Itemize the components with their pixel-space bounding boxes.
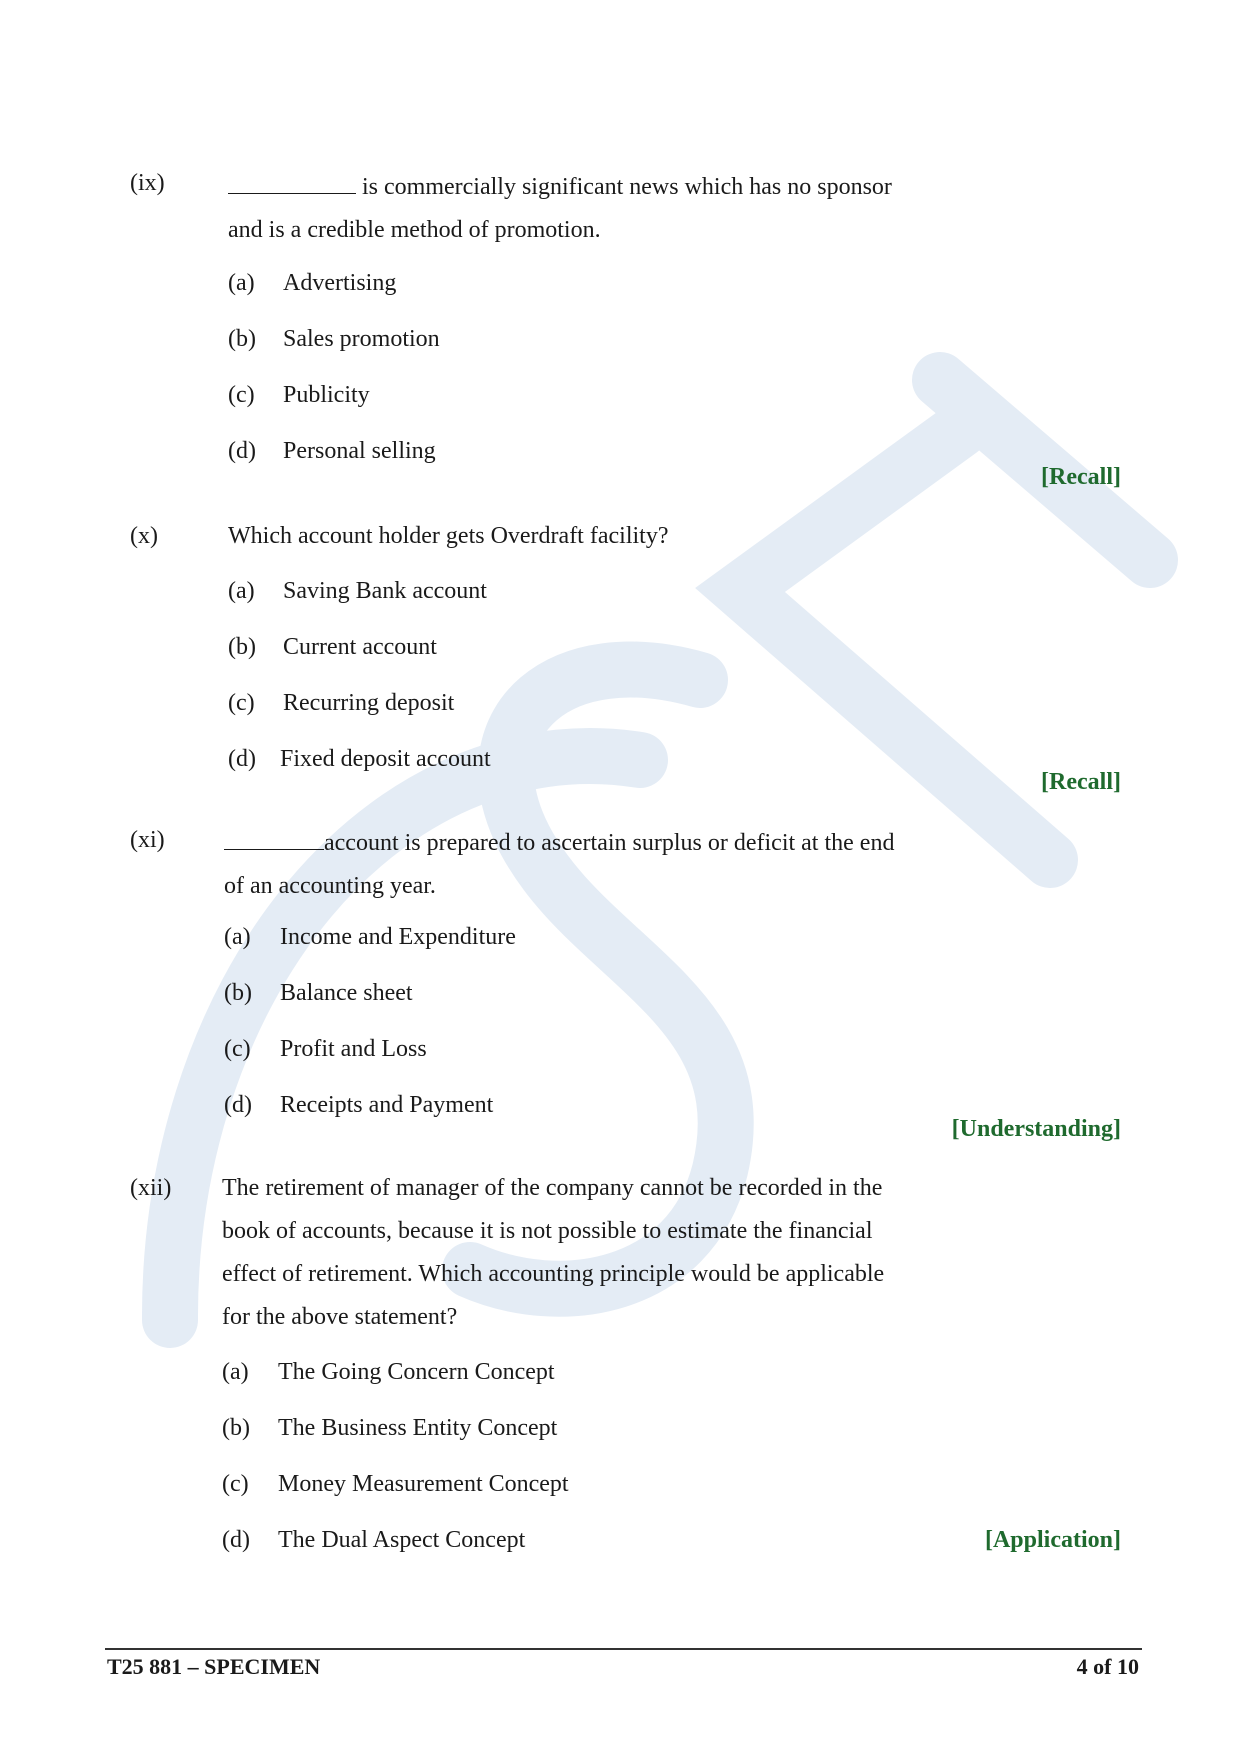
option-text: The Going Concern Concept (278, 1359, 555, 1385)
option-text: Money Measurement Concept (278, 1471, 569, 1497)
option-label: (b) (228, 634, 256, 660)
option-text: Recurring deposit (283, 690, 455, 716)
option-label: (c) (222, 1471, 249, 1497)
option-label: (d) (222, 1527, 250, 1553)
cognitive-level-tag: [Application] (984, 1527, 1121, 1553)
option-text: Sales promotion (283, 326, 440, 352)
question-number: (x) (130, 523, 158, 549)
option-label: (a) (222, 1359, 249, 1385)
cognitive-level-tag: [Understanding] (951, 1116, 1121, 1142)
option-text: Saving Bank account (283, 578, 487, 604)
stem-text: Which account holder gets Overdraft facility? (228, 523, 669, 549)
option-label: (d) (228, 746, 256, 772)
question-number: (xi) (130, 827, 165, 853)
option-text: Receipts and Payment (280, 1092, 494, 1118)
option-label: (c) (228, 382, 255, 408)
page-number: 4 of 10 (1076, 1654, 1139, 1679)
paper-code: T25 881 – SPECIMEN (107, 1654, 321, 1679)
question-stem (228, 166, 928, 252)
option-text: Advertising (283, 270, 397, 296)
option-label: (a) (228, 578, 255, 604)
stem-text: for the above statement? (222, 1304, 458, 1330)
option-text: Publicity (283, 382, 370, 408)
option-text: Income and Expenditure (280, 924, 516, 950)
option-text: Fixed deposit account (280, 746, 491, 772)
option-text: Personal selling (283, 438, 436, 464)
option-label: (d) (228, 438, 256, 464)
cognitive-level-tag: [Recall] (1041, 769, 1121, 795)
answer-blank (224, 825, 324, 850)
stem-text: and is a credible method of promotion. (228, 217, 601, 243)
cognitive-level-tag: [Recall] (1041, 464, 1121, 490)
stem-text: book of accounts, because it is not possible to estimate the financial (222, 1218, 873, 1244)
question-stem (224, 822, 924, 908)
answer-blank (228, 169, 356, 194)
option-label: (c) (224, 1036, 251, 1062)
option-text: The Dual Aspect Concept (278, 1527, 526, 1553)
option-label: (d) (224, 1092, 252, 1118)
stem-text: is commercially significant news which has no sponsor (356, 174, 892, 200)
question-number: (xii) (130, 1175, 172, 1201)
stem-text: account is prepared to ascertain surplus or deficit at the end (324, 830, 895, 856)
option-label: (a) (228, 270, 255, 296)
option-label: (b) (222, 1415, 250, 1441)
question-stem (222, 1167, 922, 1339)
option-label: (b) (228, 326, 256, 352)
option-text: Balance sheet (280, 980, 413, 1006)
question-number: (ix) (130, 170, 165, 196)
option-label: (b) (224, 980, 252, 1006)
stem-text: The retirement of manager of the company cannot be recorded in the (222, 1175, 883, 1201)
option-text: The Business Entity Concept (278, 1415, 558, 1441)
option-label: (c) (228, 690, 255, 716)
stem-text: effect of retirement. Which accounting principle would be applicable (222, 1261, 885, 1287)
option-label: (a) (224, 924, 251, 950)
stem-text: of an accounting year. (224, 873, 436, 899)
question-stem (228, 515, 928, 558)
footer-divider (105, 1648, 1142, 1650)
option-text: Current account (283, 634, 437, 660)
option-text: Profit and Loss (280, 1036, 427, 1062)
